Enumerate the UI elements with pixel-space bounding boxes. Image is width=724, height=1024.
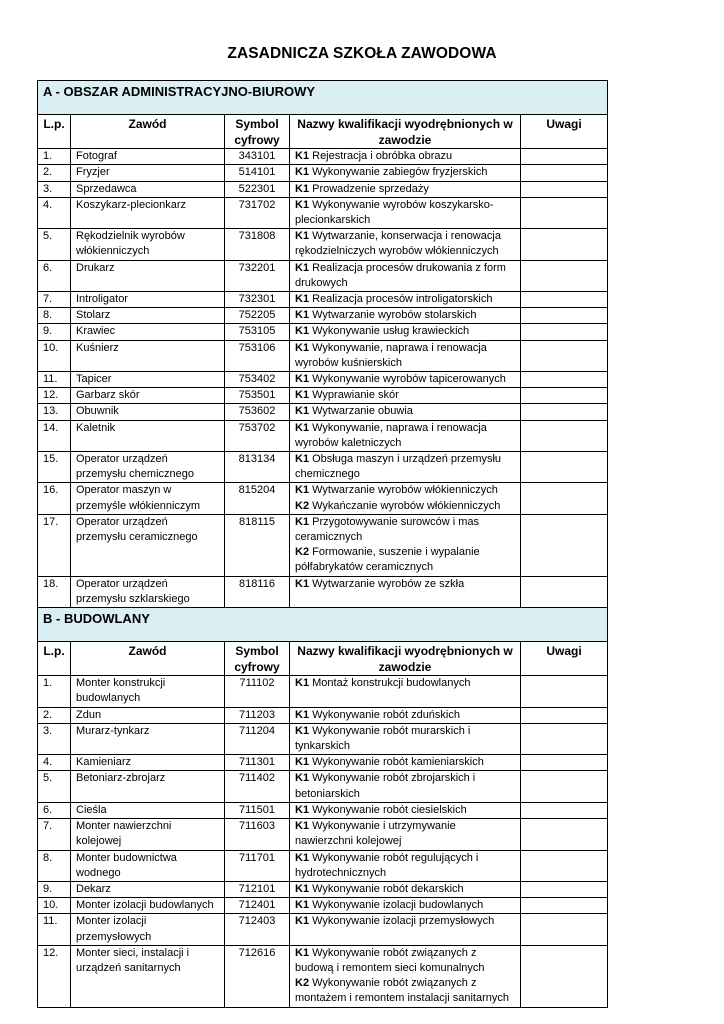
profession-symbol: 752205 (225, 308, 290, 324)
remarks-cell (521, 229, 608, 260)
remarks-cell (521, 881, 608, 897)
qualification-text: Przygotowywanie surowców i mas ceramicznych (295, 515, 480, 544)
profession-symbol: 343101 (225, 149, 290, 165)
qualification-text: Wykonywanie wyrobów tapicerowanych (312, 373, 506, 386)
row-number: 16. (38, 483, 71, 514)
qualification-item (295, 308, 515, 323)
profession-name: Krawiec (71, 324, 225, 340)
qualification-code: K1 (295, 724, 310, 737)
row-number: 18. (38, 576, 71, 607)
qualification-code: K1 (295, 772, 310, 785)
table-row (38, 324, 608, 340)
profession-symbol: 514101 (225, 165, 290, 181)
remarks-cell (521, 181, 608, 197)
qualification-text: Wykonywanie robót związanych z montażem i remontem instalacji sanitarnych (295, 977, 509, 1005)
qualification-text: Wytwarzanie wyrobów ze szkła (312, 577, 465, 590)
qualification-item (295, 946, 515, 976)
profession-name: Zdun (71, 707, 225, 723)
row-number: 9. (38, 881, 71, 897)
row-number: 8. (38, 308, 71, 324)
profession-symbol: 753106 (225, 340, 290, 371)
remarks-cell (521, 372, 608, 388)
qualifications-cell (290, 149, 521, 165)
qualification-text: Wykonywanie robót zduńskich (312, 708, 460, 721)
table-row (38, 819, 608, 850)
qualification-code: K1 (295, 389, 310, 402)
table-row (38, 229, 608, 260)
qualification-text: Prowadzenie sprzedaży (312, 182, 429, 195)
qualification-item (295, 724, 515, 754)
profession-symbol: 711203 (225, 707, 290, 723)
profession-name: Operator maszyn w przemyśle włókienniczym (71, 483, 225, 514)
qualification-text: Wykonywanie usług krawieckich (312, 325, 470, 338)
column-header-row (38, 642, 608, 676)
profession-name: Kuśnierz (71, 340, 225, 371)
remarks-cell (521, 197, 608, 228)
qualifications-cell (290, 898, 521, 914)
qualification-text: Obsługa maszyn i urządzeń przemysłu chemicznego (295, 453, 502, 481)
qualification-text: Wytwarzanie obuwia (312, 405, 413, 418)
profession-name: Rękodzielnik wyrobów włókienniczych (71, 229, 225, 260)
remarks-cell (521, 308, 608, 324)
qualifications-cell (290, 576, 521, 607)
qualification-code: K1 (295, 293, 310, 306)
table-row (38, 514, 608, 576)
row-number: 13. (38, 404, 71, 420)
qualification-item (295, 577, 515, 592)
profession-name: Operator urządzeń przemysłu szklarskiego (71, 576, 225, 607)
row-number: 3. (38, 181, 71, 197)
remarks-cell (521, 914, 608, 945)
qualification-code: K1 (295, 230, 310, 243)
column-header-kwalifikacje: Nazwy kwalifikacji wyodrębnionych w zawodzie (290, 642, 521, 676)
profession-name: Sprzedawca (71, 181, 225, 197)
qualification-text: Rejestracja i obróbka obrazu (312, 150, 453, 163)
qualification-item (295, 819, 515, 849)
qualification-item (295, 755, 515, 770)
qualification-item (295, 198, 515, 228)
profession-name: Operator urządzeń przemysłu ceramicznego (71, 514, 225, 576)
qualification-code: K1 (295, 708, 310, 721)
profession-symbol: 712616 (225, 945, 290, 1007)
profession-name: Introligator (71, 292, 225, 308)
remarks-cell (521, 771, 608, 802)
qualification-text: Wykonywanie i utrzymywanie nawierzchni kolejowej (295, 820, 456, 848)
remarks-cell (521, 755, 608, 771)
table-row (38, 149, 608, 165)
qualifications-cell (290, 197, 521, 228)
qualification-code: K1 (295, 373, 310, 386)
section-header (38, 81, 608, 115)
row-number: 9. (38, 324, 71, 340)
row-number: 5. (38, 229, 71, 260)
qualification-item (295, 229, 515, 259)
profession-symbol: 753602 (225, 404, 290, 420)
table-row (38, 388, 608, 404)
qualification-text: Wytwarzanie, konserwacja i renowacja rękodzielniczych wyrobów włókienniczych (295, 230, 501, 258)
qualification-code: K1 (295, 756, 310, 769)
qualification-text: Wykonywanie robót zbrojarskich i betoniarskich (295, 772, 476, 800)
qualification-text: Wykonywanie, naprawa i renowacja wyrobów kuśnierskich (295, 341, 487, 369)
qualification-item (295, 851, 515, 881)
row-number: 10. (38, 898, 71, 914)
qualification-item (295, 388, 515, 403)
qualification-code: K2 (295, 977, 310, 990)
profession-symbol: 815204 (225, 483, 290, 514)
profession-name: Fotograf (71, 149, 225, 165)
profession-symbol: 711102 (225, 676, 290, 707)
qualification-item (295, 708, 515, 723)
qualification-code: K1 (295, 851, 310, 864)
qualification-code: K2 (295, 546, 310, 559)
qualification-code: K1 (295, 882, 310, 895)
qualifications-cell (290, 404, 521, 420)
column-header-row (38, 115, 608, 149)
qualifications-cell (290, 755, 521, 771)
table-row (38, 723, 608, 754)
qualification-code: K1 (295, 150, 310, 163)
row-number: 3. (38, 723, 71, 754)
qualification-item (295, 452, 515, 482)
remarks-cell (521, 898, 608, 914)
table-row (38, 165, 608, 181)
table-row (38, 372, 608, 388)
remarks-cell (521, 802, 608, 818)
qualification-code: K1 (295, 899, 310, 912)
profession-name: Monter izolacji budowlanych (71, 898, 225, 914)
qualification-item (295, 499, 515, 514)
qualification-item (295, 515, 515, 545)
section-title: B - BUDOWLANY (38, 608, 608, 642)
profession-name: Cieśla (71, 802, 225, 818)
qualification-item (295, 976, 515, 1006)
profession-name: Stolarz (71, 308, 225, 324)
qualifications-cell (290, 771, 521, 802)
qualification-item (295, 483, 515, 498)
column-header-zawod: Zawód (71, 642, 225, 676)
qualification-code: K1 (295, 484, 310, 497)
qualification-text: Wykonywanie izolacji budowlanych (312, 899, 484, 912)
qualifications-cell (290, 914, 521, 945)
qualification-text: Wykańczanie wyrobów włókienniczych (312, 499, 501, 512)
qualification-item (295, 149, 515, 164)
profession-name: Betoniarz-zbrojarz (71, 771, 225, 802)
row-number: 7. (38, 292, 71, 308)
profession-symbol: 753702 (225, 420, 290, 451)
page-title: ZASADNICZA SZKOŁA ZAWODOWA (227, 45, 497, 62)
table-row (38, 308, 608, 324)
qualification-text: Wykonywanie zabiegów fryzjerskich (312, 166, 488, 179)
table-row (38, 404, 608, 420)
table-body (38, 81, 608, 1008)
qualifications-cell (290, 165, 521, 181)
table-row (38, 881, 608, 897)
row-number: 11. (38, 372, 71, 388)
profession-symbol: 711402 (225, 771, 290, 802)
table-row (38, 771, 608, 802)
qualifications-cell (290, 483, 521, 514)
remarks-cell (521, 483, 608, 514)
profession-symbol: 732301 (225, 292, 290, 308)
table-row (38, 945, 608, 1007)
profession-symbol: 711301 (225, 755, 290, 771)
column-header-uwagi: Uwagi (521, 642, 608, 676)
column-header-kwalifikacje: Nazwy kwalifikacji wyodrębnionych w zawodzie (290, 115, 521, 149)
column-header-lp: L.p. (38, 115, 71, 149)
profession-name: Kaletnik (71, 420, 225, 451)
qualification-text: Realizacja procesów drukowania z form drukowych (295, 261, 506, 289)
qualifications-cell (290, 945, 521, 1007)
profession-name: Murarz-tynkarz (71, 723, 225, 754)
profession-name: Dekarz (71, 881, 225, 897)
profession-name: Obuwnik (71, 404, 225, 420)
qualifications-cell (290, 723, 521, 754)
row-number: 8. (38, 850, 71, 881)
row-number: 15. (38, 452, 71, 483)
qualification-text: Wytwarzanie wyrobów włókienniczych (312, 484, 498, 497)
qualification-text: Formowanie, suszenie i wypalanie półfabrykatów ceramicznych (295, 546, 480, 574)
profession-name: Drukarz (71, 260, 225, 291)
qualification-item (295, 404, 515, 419)
qualification-code: K1 (295, 820, 310, 833)
remarks-cell (521, 676, 608, 707)
table-row (38, 197, 608, 228)
qualification-item (295, 882, 515, 897)
qualification-item (295, 771, 515, 801)
qualifications-cell (290, 452, 521, 483)
qualification-code: K1 (295, 946, 310, 959)
table-row (38, 707, 608, 723)
profession-symbol: 753402 (225, 372, 290, 388)
profession-name: Monter izolacji przemysłowych (71, 914, 225, 945)
column-header-symbol: Symbol cyfrowy (225, 642, 290, 676)
profession-name: Operator urządzeń przemysłu chemicznego (71, 452, 225, 483)
row-number: 17. (38, 514, 71, 576)
qualifications-cell (290, 260, 521, 291)
qualifications-cell (290, 340, 521, 371)
qualifications-cell (290, 881, 521, 897)
qualification-text: Wykonywanie robót kamieniarskich (312, 756, 484, 769)
row-number: 5. (38, 771, 71, 802)
qualification-text: Wykonywanie robót związanych z budową i remontem sieci komunalnych (295, 946, 485, 974)
qualification-code: K1 (295, 915, 310, 928)
section-title: A - OBSZAR ADMINISTRACYJNO-BIUROWY (38, 81, 608, 115)
qualification-item (295, 803, 515, 818)
qualification-text: Montaż konstrukcji budowlanych (312, 677, 471, 690)
qualification-code: K1 (295, 515, 310, 528)
table-row (38, 452, 608, 483)
qualification-item (295, 165, 515, 180)
qualifications-cell (290, 181, 521, 197)
table-row (38, 292, 608, 308)
row-number: 12. (38, 945, 71, 1007)
row-number: 4. (38, 197, 71, 228)
table-row (38, 914, 608, 945)
qualification-code: K1 (295, 577, 310, 590)
qualifications-cell (290, 850, 521, 881)
row-number: 1. (38, 676, 71, 707)
qualification-item (295, 372, 515, 387)
qualification-text: Wytwarzanie wyrobów stolarskich (312, 309, 477, 322)
row-number: 14. (38, 420, 71, 451)
remarks-cell (521, 576, 608, 607)
profession-symbol: 712401 (225, 898, 290, 914)
remarks-cell (521, 452, 608, 483)
qualification-code: K1 (295, 325, 310, 338)
remarks-cell (521, 945, 608, 1007)
profession-symbol: 731808 (225, 229, 290, 260)
qualifications-cell (290, 372, 521, 388)
remarks-cell (521, 819, 608, 850)
profession-symbol: 732201 (225, 260, 290, 291)
section-header (38, 608, 608, 642)
profession-symbol: 712403 (225, 914, 290, 945)
qualifications-table (37, 80, 608, 1008)
qualification-code: K1 (295, 803, 310, 816)
remarks-cell (521, 149, 608, 165)
qualifications-cell (290, 707, 521, 723)
remarks-cell (521, 707, 608, 723)
qualification-code: K1 (295, 166, 310, 179)
remarks-cell (521, 324, 608, 340)
qualifications-cell (290, 514, 521, 576)
row-number: 4. (38, 755, 71, 771)
qualification-code: K1 (295, 421, 310, 434)
qualification-item (295, 914, 515, 929)
qualification-code: K1 (295, 405, 310, 418)
column-header-symbol: Symbol cyfrowy (225, 115, 290, 149)
qualification-code: K1 (295, 182, 310, 195)
remarks-cell (521, 388, 608, 404)
qualification-text: Wykonywanie izolacji przemysłowych (312, 915, 495, 928)
column-header-uwagi: Uwagi (521, 115, 608, 149)
qualifications-cell (290, 388, 521, 404)
remarks-cell (521, 292, 608, 308)
qualifications-cell (290, 802, 521, 818)
qualification-code: K1 (295, 261, 310, 274)
qualification-code: K2 (295, 499, 310, 512)
profession-name: Monter sieci, instalacji i urządzeń sanitarnych (71, 945, 225, 1007)
remarks-cell (521, 165, 608, 181)
row-number: 7. (38, 819, 71, 850)
qualification-code: K1 (295, 453, 310, 466)
profession-name: Monter konstrukcji budowlanych (71, 676, 225, 707)
qualifications-cell (290, 420, 521, 451)
profession-name: Koszykarz-plecionkarz (71, 197, 225, 228)
table-row (38, 576, 608, 607)
row-number: 10. (38, 340, 71, 371)
table-row (38, 676, 608, 707)
table-row (38, 340, 608, 371)
remarks-cell (521, 420, 608, 451)
profession-name: Fryzjer (71, 165, 225, 181)
qualification-item (295, 341, 515, 371)
qualification-text: Wykonywanie, naprawa i renowacja wyrobów kaletniczych (295, 421, 487, 449)
row-number: 1. (38, 149, 71, 165)
qualification-item (295, 182, 515, 197)
qualifications-cell (290, 676, 521, 707)
profession-symbol: 813134 (225, 452, 290, 483)
qualification-item (295, 545, 515, 575)
profession-symbol: 753501 (225, 388, 290, 404)
table-row (38, 420, 608, 451)
profession-symbol: 711501 (225, 802, 290, 818)
profession-symbol: 818115 (225, 514, 290, 576)
profession-symbol: 731702 (225, 197, 290, 228)
qualifications-cell (290, 819, 521, 850)
row-number: 6. (38, 260, 71, 291)
qualification-text: Wyprawianie skór (312, 389, 399, 402)
table-row (38, 181, 608, 197)
qualification-code: K1 (295, 677, 310, 690)
profession-symbol: 711701 (225, 850, 290, 881)
qualifications-cell (290, 308, 521, 324)
profession-name: Monter nawierzchni kolejowej (71, 819, 225, 850)
qualification-text: Wykonywanie wyrobów koszykarsko-plecionkarskich (295, 198, 494, 226)
column-header-lp: L.p. (38, 642, 71, 676)
row-number: 2. (38, 707, 71, 723)
row-number: 12. (38, 388, 71, 404)
remarks-cell (521, 404, 608, 420)
table-row (38, 260, 608, 291)
profession-name: Kamieniarz (71, 755, 225, 771)
qualification-item (295, 261, 515, 291)
qualification-item (295, 324, 515, 339)
qualifications-cell (290, 229, 521, 260)
remarks-cell (521, 723, 608, 754)
qualification-text: Realizacja procesów introligatorskich (312, 293, 493, 306)
profession-symbol: 712101 (225, 881, 290, 897)
qualification-item (295, 898, 515, 913)
qualification-text: Wykonywanie robót murarskich i tynkarskich (295, 724, 471, 753)
column-header-zawod: Zawód (71, 115, 225, 149)
table-row (38, 850, 608, 881)
qualification-text: Wykonywanie robót ciesielskich (312, 803, 467, 816)
profession-name: Monter budownictwa wodnego (71, 850, 225, 881)
table-row (38, 898, 608, 914)
profession-name: Garbarz skór (71, 388, 225, 404)
qualification-code: K1 (295, 198, 310, 211)
table-row (38, 755, 608, 771)
remarks-cell (521, 260, 608, 291)
qualification-code: K1 (295, 341, 310, 354)
row-number: 11. (38, 914, 71, 945)
qualification-text: Wykonywanie robót regulujących i hydrotechnicznych (295, 851, 479, 879)
profession-name: Tapicer (71, 372, 225, 388)
qualifications-cell (290, 324, 521, 340)
table-row (38, 802, 608, 818)
profession-symbol: 522301 (225, 181, 290, 197)
table-row (38, 483, 608, 514)
qualification-item (295, 421, 515, 451)
qualifications-cell (290, 292, 521, 308)
qualification-item (295, 292, 515, 307)
row-number: 6. (38, 802, 71, 818)
qualification-text: Wykonywanie robót dekarskich (312, 882, 464, 895)
remarks-cell (521, 340, 608, 371)
remarks-cell (521, 850, 608, 881)
row-number: 2. (38, 165, 71, 181)
profession-symbol: 753105 (225, 324, 290, 340)
qualification-code: K1 (295, 309, 310, 322)
profession-symbol: 711603 (225, 819, 290, 850)
remarks-cell (521, 514, 608, 576)
profession-symbol: 711204 (225, 723, 290, 754)
profession-symbol: 818116 (225, 576, 290, 607)
qualification-item (295, 676, 515, 691)
